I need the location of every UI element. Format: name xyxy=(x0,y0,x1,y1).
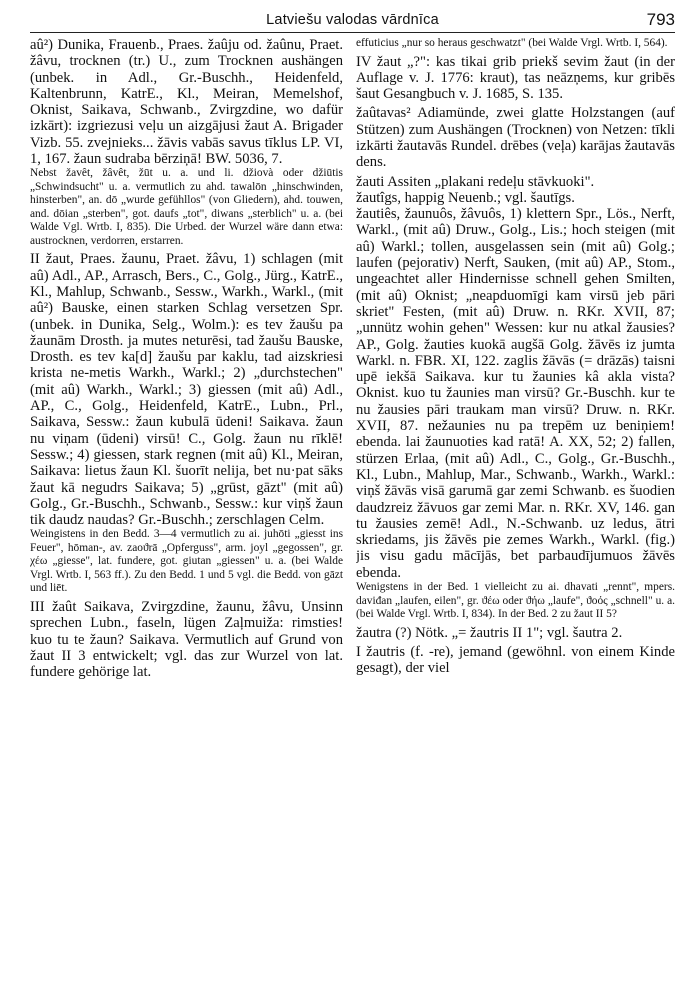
dictionary-entry: žautîgs, happig Neuenb.; vgl. šautīgs. xyxy=(356,189,575,206)
dictionary-entry: I žautris (f. -re), jemand (gewöhnl. von einem Kinde gesagt), der viel xyxy=(356,643,675,677)
dictionary-entry: IV žaut „?": kas tikai grib priekš sevim žaut (in der Auflage v. J. 1776: kraut), tas neāzņems, kur gribēs šaut Gesangbuch v. J. 1685, S. 135. xyxy=(356,53,675,103)
running-title: Latviešu valodas vārdnīca xyxy=(266,12,439,28)
page-number: 793 xyxy=(646,10,675,29)
dictionary-entry: žauti Assiten „plakani redeļu stāvkuoki". xyxy=(356,173,595,190)
right-column xyxy=(356,37,675,997)
dictionary-entry: III žaût Saikava, Zvirgzdine, žaunu, žâvu, Unsinn sprechen Lubn., faseln, lügen Zaļmuiža: rimsties! kuo tu te žaun? Saikava. Vermutlich auf Grund von žaut II 3 entwickelt; vgl. das zur Wurzel von lat. fundere gehörige lat. xyxy=(30,598,343,681)
page-header xyxy=(30,10,675,33)
etymology-note: Wenigstens in der Bed. 1 vielleicht zu ai. dhavati „rennt", mpers. daviđan „laufen, eilen", gr. ϑέω oder ϑήω „laufe", ϑοός „schnell" u. a. (bei Walde Vrgl. Wrtb. I, 834). In der Bed. 2 zu žaut II 5? xyxy=(356,581,675,620)
dictionary-entry: aû²) Dunika, Frauenb., Praes. žaûju od. žaûnu, Praet. žâvu, trocknen (tr.) U., zum Trocknen aushängen (unbek. in Adl., Gr.-Buschh., Heidenfeld, Kaltenbrunn, KatrE., Kl., Meiran, Memelshof, Oknist, Saikava, Schwanb., Zvirgzdine, wo dafür izkārt): izgriezusi veļu un aizgājusi žaut A. Brigader Vizb. 55. zvejnieks... žāvis vabās savus tīklus LP. VI, 1, 167. žaun sudraba bērziņā! BW. 5036, 7. xyxy=(30,37,343,168)
dictionary-entry: žautiês, žaunuôs, žâvuôs, 1) klettern Spr., Lös., Nerft, Warkl., (mit aû) Druw., Golg., Lis.; hoch steigen (mit aû) Warkl.; tollen, ausgelassen sein (mit aû) Golg.; laufen (pejorativ) Nerft, Sauken, (mit aû) AP., Stom., ungeachtet aller Hindernisse schnell gehen Smilten, (mit aû) Oknist; „neapduomīgi kam virsū jeb pāri skriet" Festen, (mit aû) Druw. n. RKr. XVII, 87; „unnütz wohin gehen" Wessen: kur nu atkal žausies? AP., Golg. žauties kuokā augšā Golg. žāvēs iz jumta Warkl. n. FBR. XI, 122. zaglis žāvās (= drāzās) taisni upē iekšā Saikava. kur tu žaunies kâ akla vista? Oknist. kuo tu žaunies man virsū? Gr.-Buschh. kur te nu žausies pāri traukam man virsū? Druw. n. RKr. XVII, 87. nežaunies nu pa trepēm uz beniņiem! ebenda. lai žaunuoties kad ratā! A. XX, 52; 2) fallen, stürzen Erlaa, (mit aû) Adl., C., Golg., Gr.-Buschh., Kl., Lubn., Mahlup, Mar., Schwanb., Warkh., Warkl.: viņš žāvās visā garumā gar zemi Schwanb. es šuodien daudzreiz žāvuos gar zemi Mar. n. RKr. XV, 146. gan tu žausies zemē! Adl., N.-Schwanb. uz ledus, ātri skriedams, jis žāvēs pie zemes Warkh., Warkl. (fig.) jis visu gadu mācījās, bet parbaudījumuos žāvēs ebenda. xyxy=(356,206,675,581)
dictionary-entry: II žaut, Praes. žaunu, Praet. žâvu, 1) schlagen (mit aû) Adl., AP., Arrasch, Bers., C., Golg., Jürg., KatrE., Kl., Mahlup, Schwanb., Sessw., Warkh., Warkl., (mit aû²) Bauske, einen starken Schlag versetzen Spr. (unbek. in Dunika, Selg., Wolm.): es tev žaušu pa žaunām Drosth. ja mutes neturēsi, tad žaušu Bauske, Drosth. es tev ka[d] žaušu par kaklu, tad aizskriesi krista ne-metis Warkh., Warkl.; 2) „durchstechen" (mit aû) Warkh., Warkl.; 3) giessen (mit aû) Adl., AP., C., Golg., Heidenfeld, KatrE., Lubn., Prl., Saikava, Sessw.: žaun kubulā ūdeni! Saikava. žaun nu viņam (ūdeni) virsū! C., Golg. žaun nu rīklē! Sessw.; 4) giessen, stark regnen (mit aû) Kl., Meiran, Saikava: lietus žaun Kl. šuorīt nelija, bet nu·pat sāks žaut kā negudrs Saikava; 5) „grūst, gāzt" (mit aû) Golg., Gr.-Buschh., Schwanb., Sessw.: kur viņš žaun tik daudz naudas? Gr.-Buschh.; zerschlagen Celm. xyxy=(30,251,343,529)
etymology-note: effuticius „nur so heraus geschwatzt" (bei Walde Vrgl. Wrtb. I, 564). xyxy=(356,37,668,49)
dictionary-entry: žaûtavas² Adiamünde, zwei glatte Holzstangen (auf Stützen) zum Aushängen (Trocknen) von Netzen: tīkli izkārti žautavās Rundel. drēbes (veļa) karājas žautavās dens. xyxy=(356,105,675,171)
left-column xyxy=(30,37,343,997)
etymology-note: Nebst žavêt, žâvêt, žūt u. a. und li. džiovà oder džiūtis „Schwindsucht" u. a. vermutlich zu ahd. tawalōn „hinschwinden, hinsterben", an. dō „wurde gefühllos" (von Gliedern), ahd. touwen, and. dōian „sterben", got. daufs „tot", diwans „sterblich" u. a. (bei Walde Vgl. Wrtb. I, 835). Die Urbed. der Wurzel wäre dann etwa: austrocknen, verdorren, erstarren. xyxy=(30,167,343,247)
dictionary-entry: žautra (?) Nötk. „= žautris II 1"; vgl. šautra 2. xyxy=(356,624,623,641)
etymology-note: Weingistens in den Bedd. 3—4 vermutlich zu ai. juhōti „giesst ins Feuer", hōman-, av. zaoϑrā „Opferguss", arm. joyl „gegossen", gr. χέω „giesse", lat. fundere, got. giutan „giessen" u. a. (bei Walde Vrgl. Wrtb. I, 563 ff.). Zu den Bedd. 1 und 5 vgl. die Bedd. von gāzt und liēt. xyxy=(30,528,343,595)
